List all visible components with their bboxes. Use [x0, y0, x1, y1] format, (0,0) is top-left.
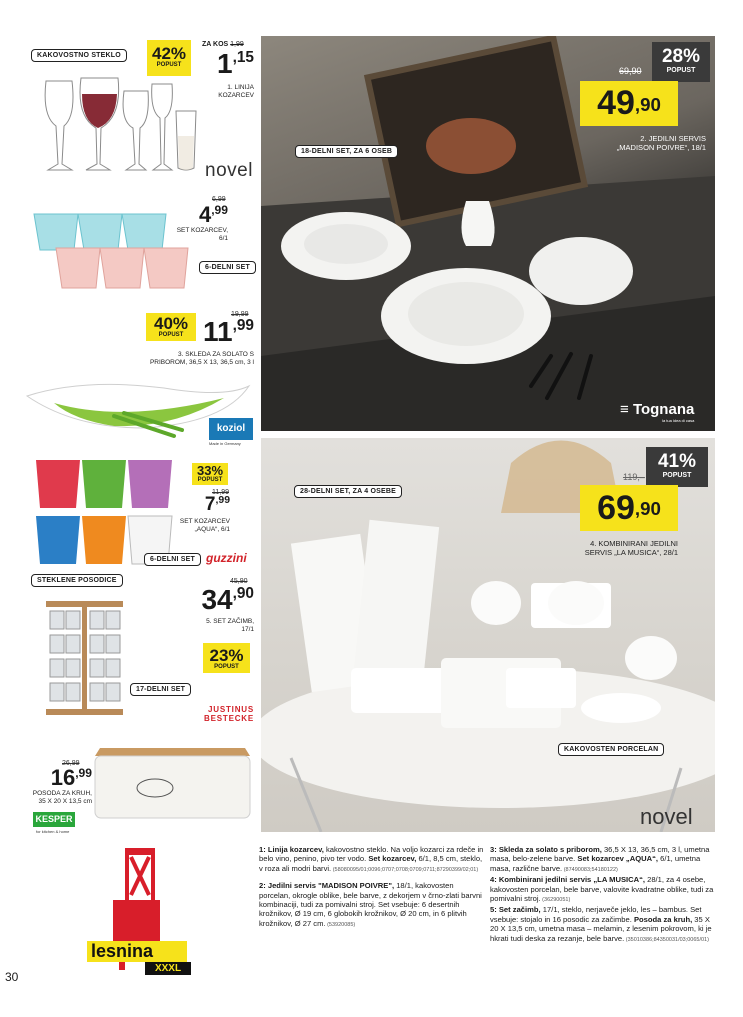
- old-price-bowl: 19,99: [231, 311, 249, 318]
- discount-badge-33: [192, 463, 228, 485]
- badge-percent: 23%: [209, 646, 244, 665]
- price-box-madison: [580, 81, 678, 126]
- brand-kesper-sub: for kitchen & home: [36, 829, 70, 834]
- logo-sub: XXXL: [145, 962, 191, 975]
- old-price-spice: 45,90: [230, 578, 248, 585]
- bread-box-image: [90, 738, 255, 823]
- old-price-la-musica: 119,–: [623, 472, 645, 482]
- discount-badge-41: [646, 447, 708, 487]
- desc-aqua: SET KOZARCEV „AQUA“, 6/1: [179, 518, 230, 533]
- tag-quality-porcelain: KAKOVOSTEN PORCELAN: [558, 743, 664, 756]
- tag-quality-glass: KAKOVOSTNO STEKLO: [31, 49, 127, 62]
- desc-set: SET KOZARCEV, 6/1: [176, 227, 228, 242]
- unit-label: ZA KOS 1,99: [202, 41, 244, 48]
- price-aqua: $7^{,99}$: [204, 494, 230, 515]
- brand-justinus: JUSTINUS BESTECKE: [204, 705, 254, 723]
- price-spice: $34^{,90}$: [201, 584, 254, 615]
- brand-novel-1: novel: [205, 160, 253, 181]
- old-price: 1,99: [230, 41, 244, 48]
- text-item-5: 5: Set začimb, 17/1, steklo, nerjaveče jeklo, les – bambus. Set vsebuje: stojalo in 16 posodic za začimbe. Posoda za kruh, 35 X 20 X 13,5 cm, umetna masa – melamin, z lesenim pokrovom, ki je hkrati tudi deska za rezanje, bele barve. (35010386;84350031/03;0065/01): [490, 905, 712, 943]
- desc-bread: POSODA ZA KRUH, 35 X 20 X 13,5 cm: [32, 790, 92, 805]
- desc-spice: 5. SET ZAČIMB, 17/1: [206, 618, 254, 633]
- tag-28-delni-set: 28-DELNI SET, ZA 4 OSEBE: [294, 485, 402, 498]
- badge-popust: POPUST: [197, 477, 223, 483]
- badge-popust: POPUST: [158, 332, 184, 338]
- badge-percent: 33%: [196, 463, 224, 478]
- text-item-3: 3: Skleda za solato s priborom, 36,5 X 13, 36,5 cm, 3 l, umetna masa, belo-zelene barve. Set kozarcev „AQUA“, 6/1, umetna masa, različne barve. (87490083;54180122): [490, 845, 710, 873]
- price-bowl: $11^{,99}$: [202, 316, 254, 347]
- brand-kesper: KESPER: [33, 812, 75, 827]
- badge-popust: POPUST: [156, 62, 182, 68]
- tag-18-delni-set: 18-DELNI SET, ZA 6 OSEB: [295, 145, 398, 158]
- badge-popust: POPUST: [666, 67, 696, 74]
- tag-17-delni-set: 17-DELNI SET: [130, 683, 191, 696]
- badge-percent: 40%: [153, 314, 189, 333]
- text-item-1: 1: Linija kozarcev, kakovostno steklo. Na voljo kozarci za rdeče in belo vino, penino, pivo ter vodo. Set kozarcev, 6/1, 8,5 cm, steklo, v roza ali modri barvi. (58080095/01;0096;0707;0708;0709;0711;87290399/02;01): [259, 845, 484, 873]
- spice-rack-image: [42, 597, 127, 719]
- footer-col-1: [259, 845, 485, 930]
- tognana-logo-icon: ≡: [620, 401, 629, 418]
- aqua-glasses-image: [34, 458, 174, 568]
- badge-percent: 28%: [661, 46, 701, 67]
- page-number: 30: [5, 970, 19, 984]
- desc-bowl: 3. SKLEDA ZA SOLATO S PRIBOROM, 36,5 X 13, 36,5 cm, 3 l: [149, 351, 254, 366]
- price-set: $4^{,99}$: [198, 202, 228, 227]
- brand-koziol-sub: Made in Germany: [209, 441, 241, 446]
- discount-badge-23: [203, 643, 250, 673]
- tag-glass-containers: STEKLENE POSODICE: [31, 574, 123, 587]
- price-glasses: $1^{,15}$: [217, 48, 254, 79]
- discount-badge-42: [147, 40, 191, 76]
- desc-la-musica: 4. KOMBINIRANI JEDILNI SERVIS „LA MUSICA“, 28/1: [584, 539, 678, 557]
- footer-col-2: [490, 845, 718, 945]
- price-la-musica: $69^{,90}$: [597, 489, 661, 527]
- badge-popust: POPUST: [662, 472, 692, 479]
- price-madison: $49^{,90}$: [597, 84, 661, 122]
- brand-novel-2: novel: [640, 804, 693, 829]
- old-price-aqua: 11,99: [212, 489, 229, 496]
- discount-badge-28: [652, 42, 710, 82]
- brand-koziol: koziol: [209, 418, 253, 440]
- lesnina-logo: [85, 845, 195, 980]
- text-item-4: 4: Kombinirani jedilni servis „LA MUSICA“, 28/1, za 4 osebe, kakovosten porcelan, bele barve, valovite kvadratne oblike, tudi za pomivalni stroj. (36290051): [490, 875, 714, 904]
- tumblers-image: [32, 212, 197, 292]
- wine-glasses-image: [36, 76, 206, 176]
- price-box-la-musica: [580, 485, 678, 531]
- old-price-set: 6,99: [212, 196, 226, 203]
- tag-6-delni-set: 6-DELNI SET: [199, 261, 256, 274]
- old-price-bread: 26,99: [62, 760, 80, 767]
- desc-glasses: 1. LINIJA KOZARCEV: [218, 84, 254, 99]
- old-price-madison: 69,90: [619, 66, 642, 76]
- text-item-2: 2: Jedilni servis "MADISON POIVRE", 18/1, kakovosten porcelan, okrogle oblike, bele barve, z dekorjem v črno-zlati barvni kombinaciji, tudi za pomivalni stroj. Set vsebuje: 6 desertnih krožnikov, Ø 19 cm, 6 globokih krožnikov, Ø 20 cm, in 6 plitvih krožnikov, Ø 27 cm. (53920085): [259, 881, 482, 928]
- logo-main: lesnina: [87, 941, 187, 962]
- price-bread: $16^{,99}$: [50, 765, 92, 790]
- badge-percent: 41%: [657, 451, 697, 472]
- brand-tognana: ≡ Tognana la tua idea di casa: [620, 401, 695, 423]
- badge-percent: 42%: [151, 44, 187, 63]
- brand-guzzini: guzzini: [206, 551, 247, 565]
- tag-6-delni-set-aqua: 6-DELNI SET: [144, 553, 201, 566]
- discount-badge-40: [146, 313, 196, 341]
- desc-madison: 2. JEDILNI SERVIS „MADISON POIVRE“, 18/1: [616, 134, 706, 152]
- badge-popust: POPUST: [214, 664, 239, 670]
